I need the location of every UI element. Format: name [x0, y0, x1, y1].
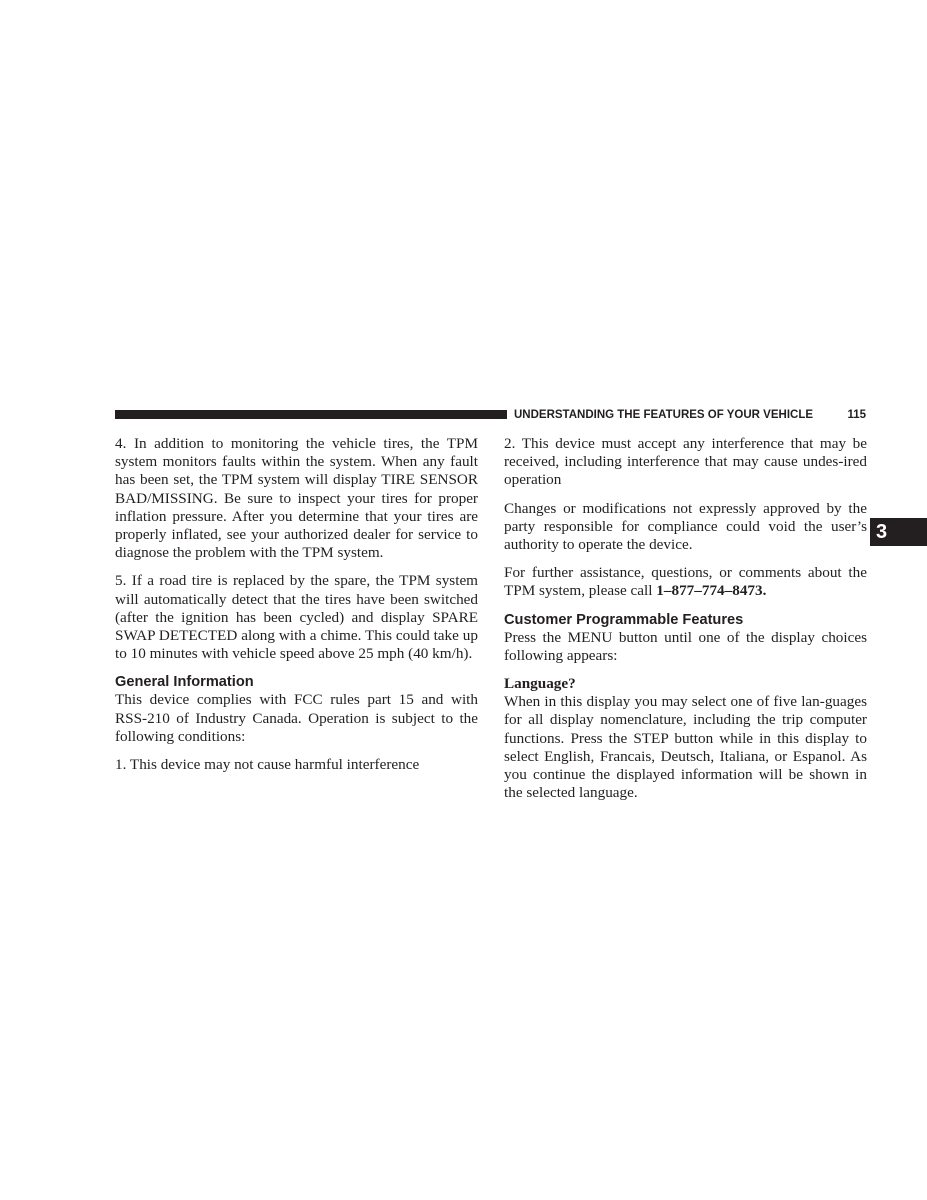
paragraph-tpm-faults: 4. In addition to monitoring the vehicle tires, the TPM system monitors faults within the system. When any fault has been set, the TPM system will display TIRE SENSOR BAD/MISSING. Be sure to inspect your tires for proper inflation pressure. After you determine that your tires are properly inflated, see your authorized dealer for service to diagnose the problem with the TPM system.: [115, 435, 478, 562]
chapter-tab: 3: [870, 518, 927, 546]
phone-number: 1–877–774–8473.: [656, 582, 767, 600]
left-column: [115, 435, 478, 784]
right-column: [504, 435, 867, 812]
condition-1: 1. This device may not cause harmful interference: [115, 756, 420, 774]
paragraph-changes: Changes or modifications not expressly approved by the party responsible for compliance could void the user’s authority to operate the device.: [504, 499, 867, 554]
paragraph-assistance: [504, 564, 867, 600]
assistance-text: For further assistance, questions, or comments about the TPM system, please call: [504, 564, 867, 600]
paragraph-fcc-compliance: This device complies with FCC rules part 15 and with RSS-210 of Industry Canada. Operation is subject to the following conditions:: [115, 691, 478, 745]
page-number: 115: [847, 409, 866, 421]
paragraph-menu: Press the MENU button until one of the display choices following appears:: [504, 628, 867, 664]
running-header: [514, 408, 866, 422]
heading-general-information: General Information: [115, 674, 254, 691]
header-rule: [115, 410, 507, 419]
section-title: UNDERSTANDING THE FEATURES OF YOUR VEHICLE: [514, 409, 814, 421]
heading-customer-programmable: Customer Programmable Features: [504, 611, 744, 628]
paragraph-spare-swap: 5. If a road tire is replaced by the spare, the TPM system will automatically detect that the tires have been switched (after the ignition has been cycled) and display SPARE SWAP DETECTED along with a chime. This could take up to 10 minutes with vehicle speed above 25 mph (40 km/h).: [115, 572, 478, 663]
subheading-language: Language?: [504, 675, 576, 693]
condition-2: 2. This device must accept any interference that may be received, including interference that may cause undes-ired operation: [504, 435, 867, 489]
paragraph-language: When in this display you may select one of five lan-guages for all display nomenclature, including the trip computer functions. Press the STEP button while in this display to select English, Francais, Deutsch, Italiana, or Espanol. As you continue the displayed information will be shown in the selected language.: [504, 693, 867, 802]
